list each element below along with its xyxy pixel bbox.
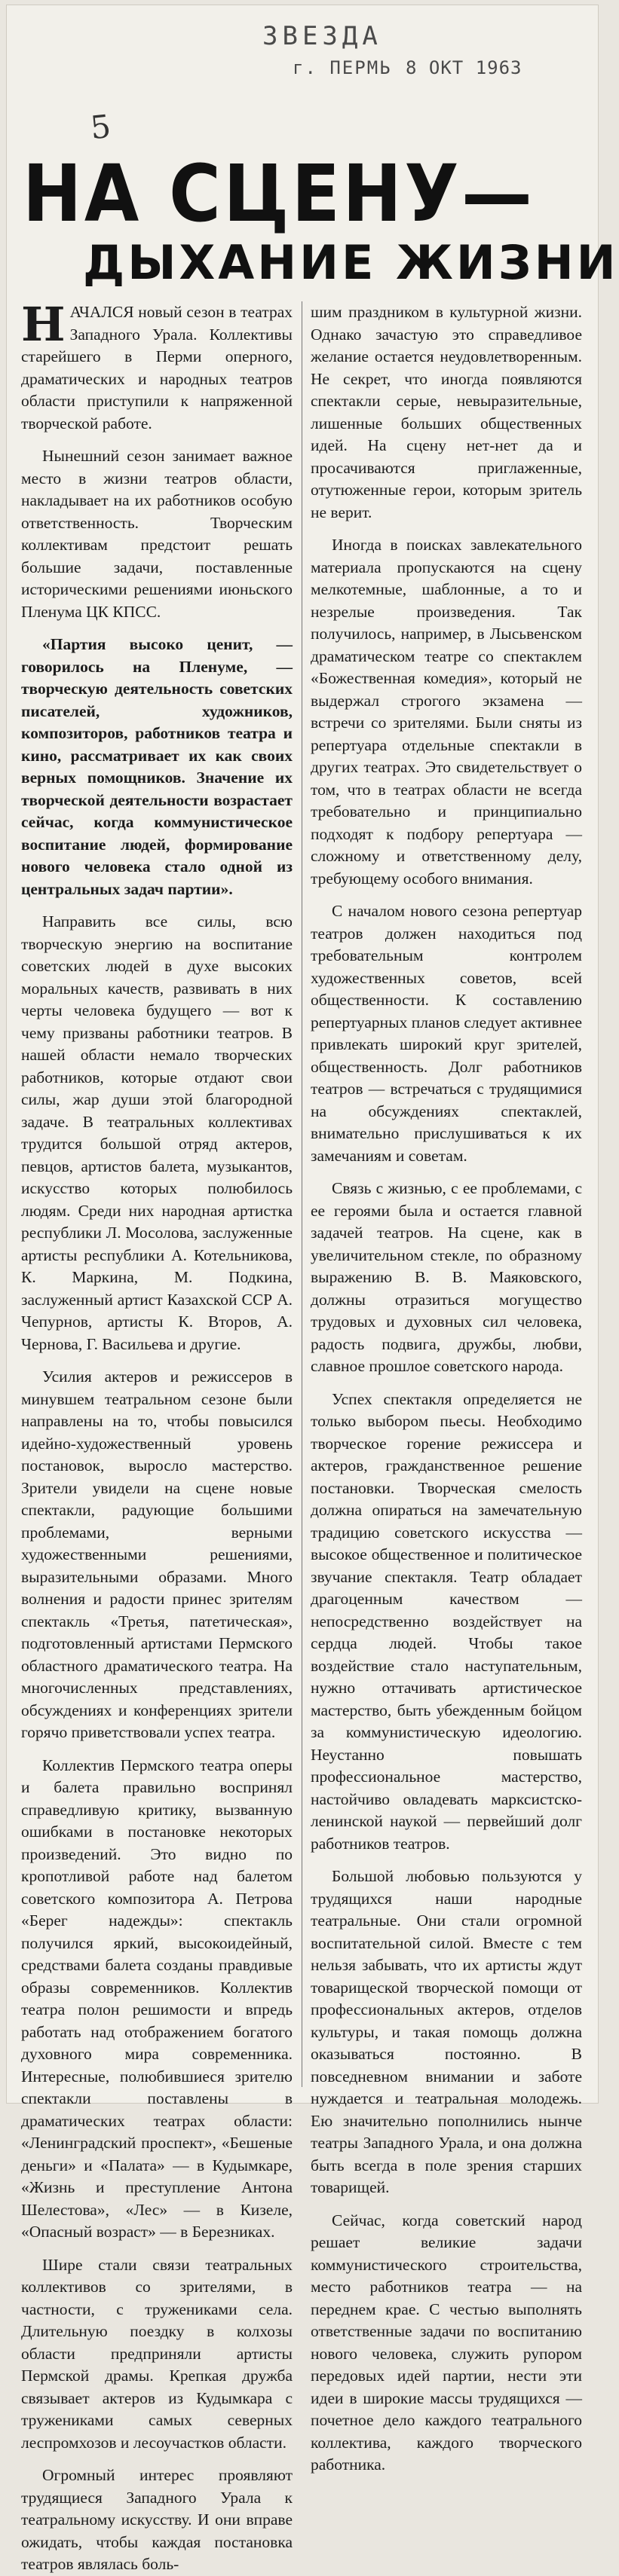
paragraph-text: АЧАЛСЯ новый сезон в театрах Западного Урала. Коллективы старейшего в Перми оперного, драматических и народных театров области приступили к напряженной творческой работе.: [21, 303, 293, 432]
paragraph: Иногда в поисках завлекательного материала пропускаются на сцену мелкотемные, шаблонные, а то и незрелые произведения. Так получилось, например, в Лысьвенском драматическом театре со спектаклем «Божественная комедия», который не выдержал строгого экзамена — встречи со зрителями. Были сняты из репертуара отдельные спектакли в других театрах. Это свидетельствует о том, что в театрах области не всегда требовательно и принципиально подходят к подбору репертуара — сложному и ответственному делу, требующему особого внимания.: [311, 536, 582, 888]
paragraph: Связь с жизнью, с ее проблемами, с ее героями была и остается главной задачей театров. На сцене, как в увеличительном стекле, по образному выражению В. В. Маяковского, должны отразиться могущество трудовых и духовных сил человека, радость подвига, дружбы, любви, славное прошлое советского народа.: [311, 1179, 582, 1375]
drop-cap: Н: [21, 297, 66, 352]
article-column-left: [21, 297, 293, 2573]
article-body: [21, 297, 582, 2573]
stamp-city: г. ПЕРМЬ: [293, 57, 392, 78]
paragraph: Большой любовью пользуются у трудящихся наши народные театральные. Они стали огромной воспитательной силой. Вместе с тем нельзя забывать, что их артисты ждут товарищеской творческой помощи от профессиональных актеров, отделов культуры, и такая помощь должна оказываться постоянно. В повседневном внимании и заботе нуждается и театральная молодежь. Ею значительно пополнились нынче театры Западного Урала, и она должна быть всегда в поле зрения старших товарищей.: [311, 1867, 582, 2196]
stamp-paper-name: ЗВЕЗДА: [262, 21, 382, 51]
stamp-date: 8 ОКТ 1963: [406, 57, 522, 78]
paragraph: [21, 297, 293, 435]
pencil-mark: 5: [88, 107, 113, 147]
headline-line-1: НА СЦЕНУ—: [23, 148, 535, 240]
paragraph: Направить все силы, всю творческую энергию на воспитание советских людей в духе высоких моральных качеств, развивать в них черты человека будущего — вот к чему призваны работники театров. В нашей области немало творческих работников, которые отдают свои силы, жар души этой благородной задаче. В театральных коллективах трудится большой отряд актеров, певцов, артистов балета, музыкантов, искусство которых полюбилось людям. Среди них народная артистка республики Л. Мосолова, заслуженные артисты республики А. Котельникова, К. Маркина, М. Подкина, заслуженный артист Казахской ССР А. Чепурнов, артисты К. Второв, А. Чернова, Г. Васильева и другие.: [21, 912, 293, 1353]
headline-line-2: ДЫХАНИЕ ЖИЗНИ: [83, 235, 619, 290]
paragraph: Коллектив Пермского театра оперы и балета правильно воспринял справедливую критику, вызванную ошибками в постановке некоторых произведений. Это видно по кропотливой работе над балетом советского композитора А. Петрова «Берег надежды»: спектакль получился яркий, высокоидейный, средствами балета созданы правдивые образы современников. Коллектив театра полон решимости и впредь работать над отображением богатого духовного мира современника. Интересные, полюбившиеся зрителю спектакли поставлены в драматических театрах области: «Ленинградский проспект», «Бешеные деньги» и «Палата» — в Кудымкаре, «Жизнь и преступление Антона Шелестова», «Лес» — в Кизеле, «Опасный возраст» — в Березниках.: [21, 1756, 293, 2241]
paragraph: Сейчас, когда советский народ решает великие задачи коммунистического строительства, место работников театра — на переднем крае. С честью выполнять ответственные задачи по воспитанию нового человека, служить рупором передовых идей партии, нести эти идеи в широкие массы трудящихся — почетное дело каждого театрального коллектива, каждого творческого работника.: [311, 2211, 582, 2474]
paragraph-quote: «Партия высоко ценит, — говорилось на Пленуме, — творческую деятельность советских писателей, художников, композиторов, работников театра и кино, рассматривает их как своих верных помощников. Значение их творческой деятельности возрастает сейчас, когда коммунистическое воспитание людей, формирование нового человека стало одной из центральных задач партии».: [21, 635, 293, 898]
paragraph: шим праздником в культурной жизни. Однако зачастую это справедливое желание остается неудовлетворенным. Не секрет, что иногда появляются спектакли серые, невыразительные, лишенные больших общественных идей. На сцену нет-нет да и просачиваются приглаженные, отутюженные герои, которым зритель не верит.: [311, 303, 582, 521]
paragraph: Успех спектакля определяется не только выбором пьесы. Необходимо творческое горение режиссера и актеров, гражданственное решение постановки. Творческая смелость должна опираться на замечательную традицию советского искусства — высокое общественное и политическое звучание спектакля. Театр обладает драгоценным качеством — непосредственно воздействует на сердца людей. Чтобы такое воздействие стало наступательным, нужно оттачивать артистическое мастерство, быть убежденным бойцом за коммунистическую идеологию. Неустанно повышать профессиональное мастерство, настойчиво овладевать марксистско-ленинской наукой — первейший долг работников театров.: [311, 1389, 582, 1853]
newspaper-stamp: [232, 21, 549, 89]
paragraph: Шире стали связи театральных коллективов со зрителями, в частности, с тружениками села. Длительную поездку в колхозы области предприняли артисты Пермской драмы. Крепкая дружба связывает актеров из Кудымкара с тружениками самых северных леспромхозов и лесоучастков области.: [21, 2255, 293, 2452]
paragraph: Усилия актеров и режиссеров в минувшем театральном сезоне были направлены на то, чтобы повысился идейно-художественный уровень постановок, выросло мастерство. Зрители увидели на сцене новые спектакли, радующие большими проблемами, верными художественными решениями, выразительными образами. Много волнения и радости принес зрителям спектакль «Третья, патетическая», подготовленный артистами Пермского областного драматического театра. На многочисленных представлениях, обсуждениях и конференциях зрители горячо приветствовали успех театра.: [21, 1367, 293, 1741]
article-column-right: [311, 301, 582, 2474]
paragraph: С началом нового сезона репертуар театров должен находиться под требовательным контролем художественных советов, всей общественности. К составлению репертуарных планов следует активнее привлекать широкий круг зрителей, общественность. Долг работников театров — встречаться с трудящимися на обсуждениях спектаклей, внимательно прислушиваться к их замечаниям и советам.: [311, 902, 582, 1165]
paragraph: Огромный интерес проявляют трудящиеся Западного Урала к театральному искусству. И они вправе ожидать, чтобы каждая постановка театров являлась боль-: [21, 2466, 293, 2573]
paragraph: Нынешний сезон занимает важное место в жизни театров области, накладывает на их работников особую ответственность. Творческим коллективам предстоит решать большие задачи, поставленные историческими решениями июньского Пленума ЦК КПСС.: [21, 447, 293, 621]
